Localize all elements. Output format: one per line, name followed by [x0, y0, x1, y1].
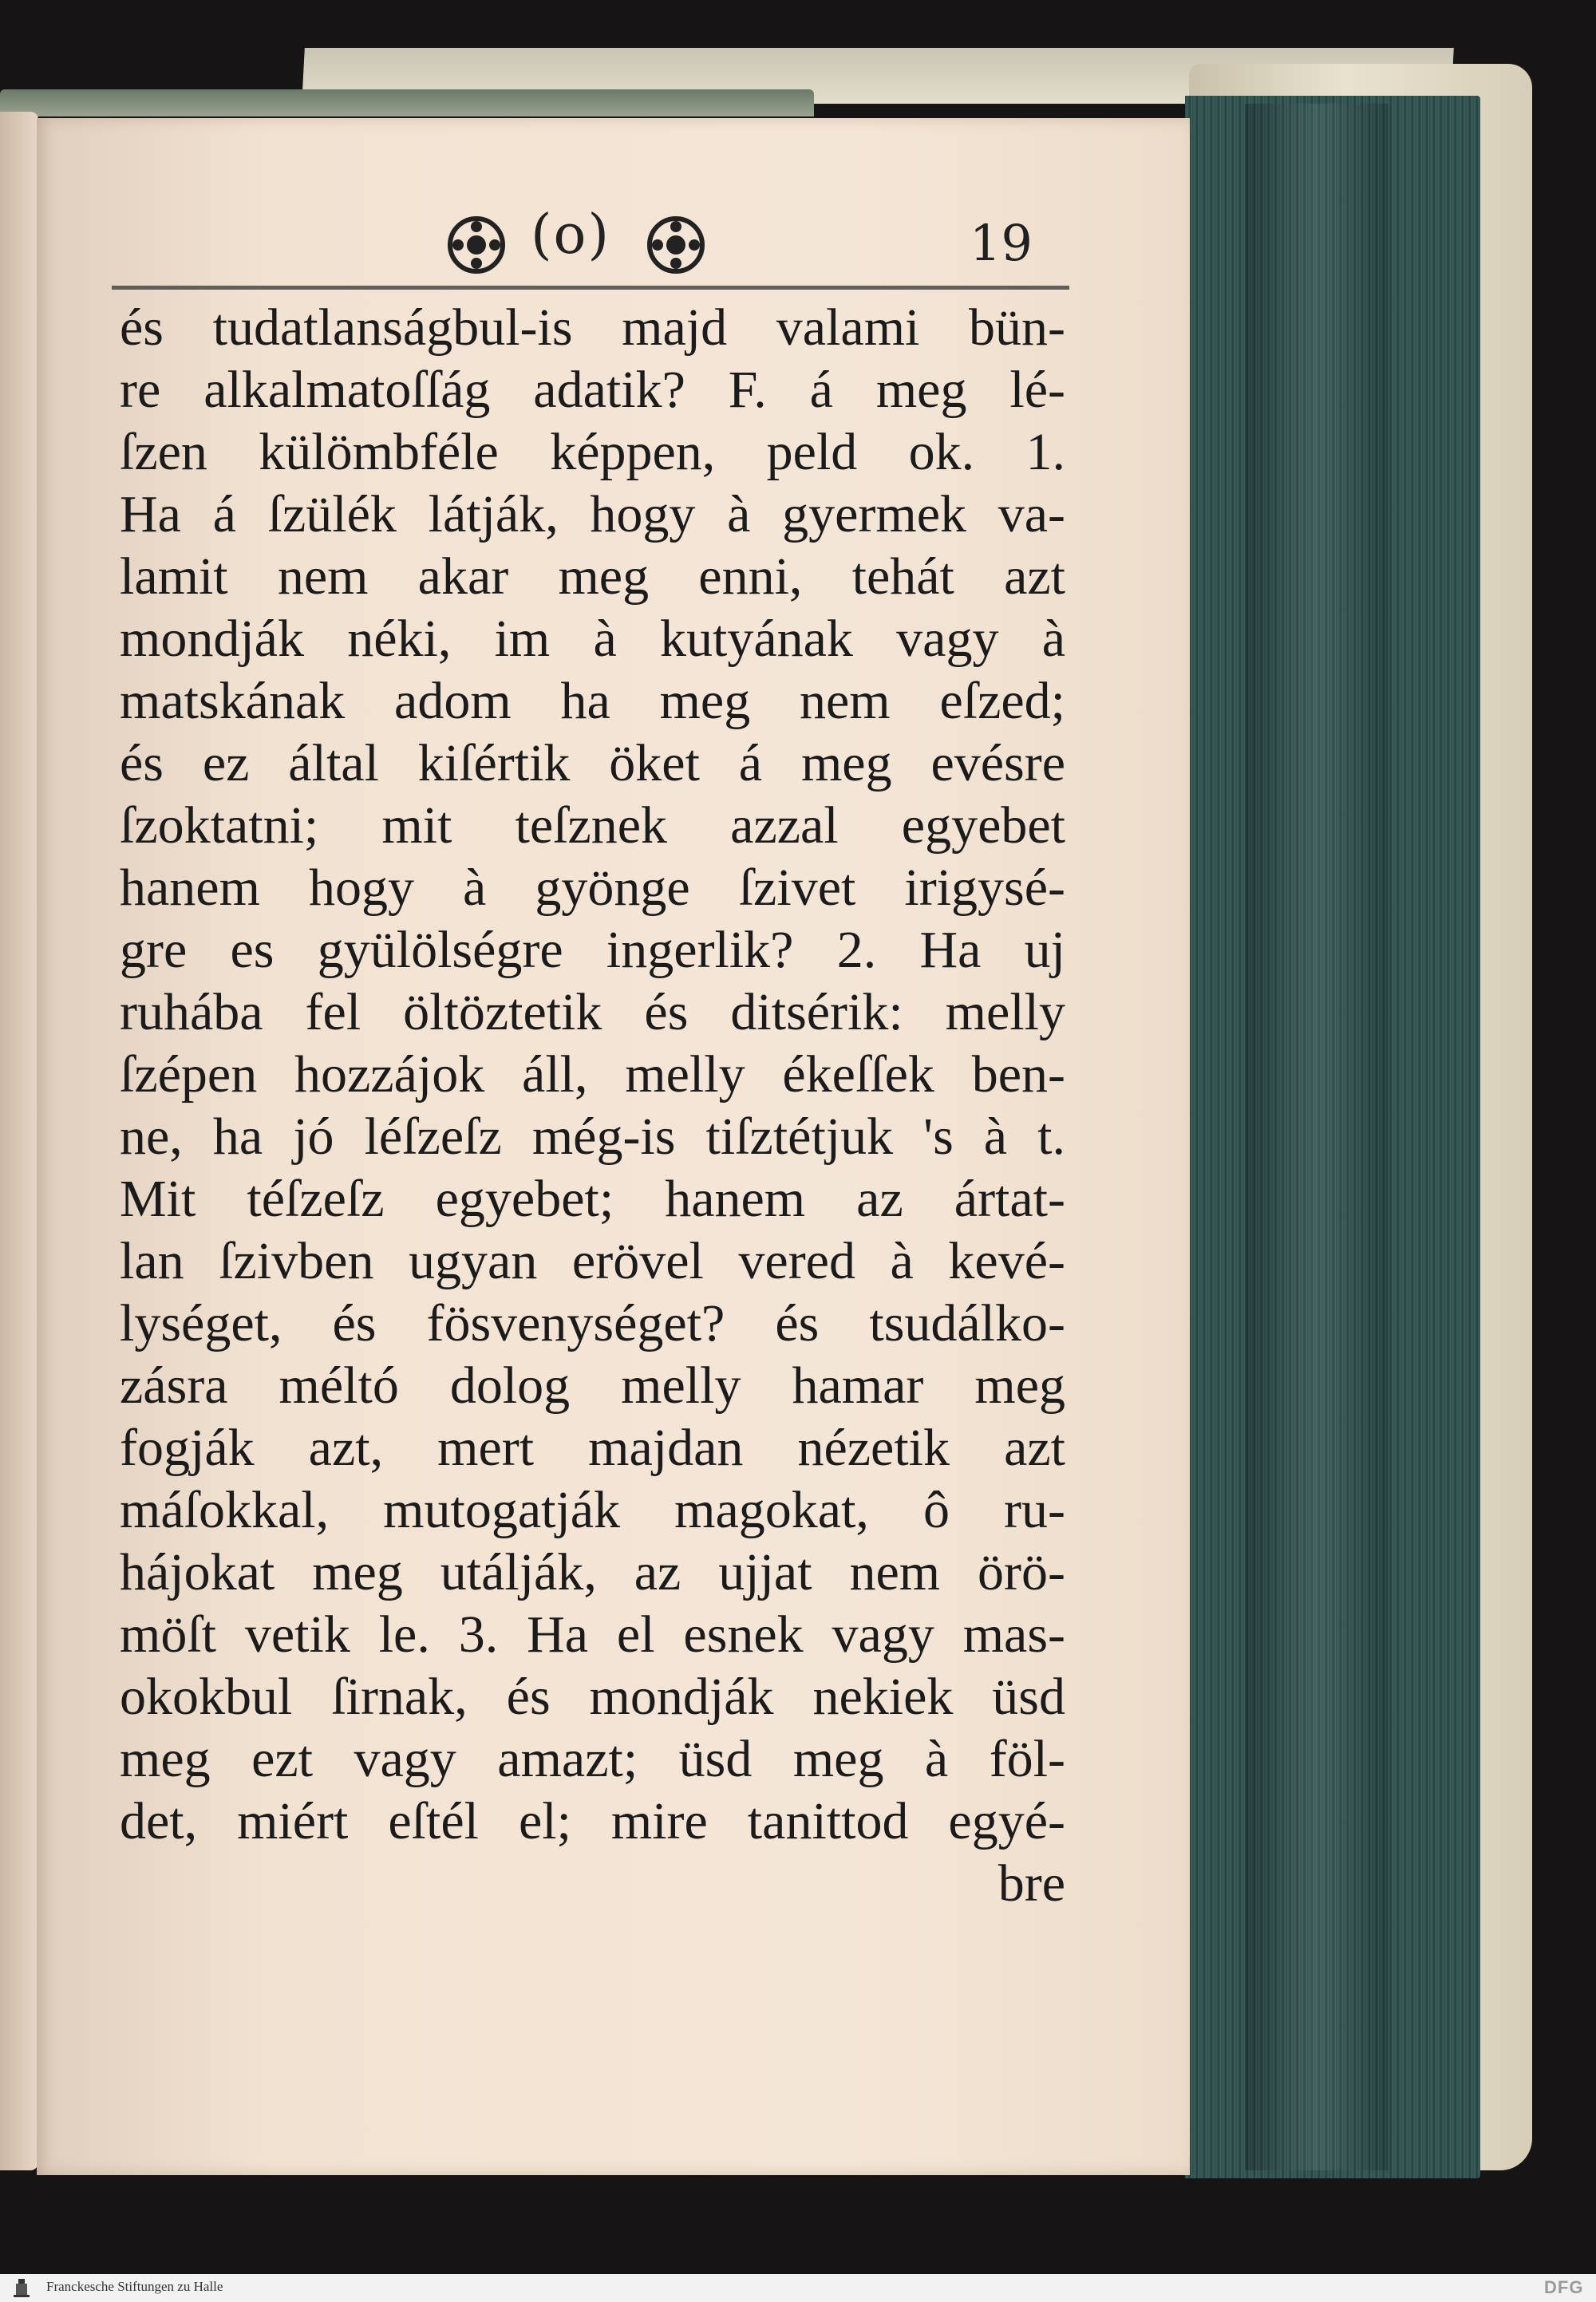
header-ornament-text: (o) — [531, 203, 610, 267]
text-line: hanem hogy à gyönge ſzivet irigysé- — [120, 859, 1065, 917]
text-line: fogják azt, mert majdan nézetik azt — [120, 1419, 1065, 1477]
text-line: zásra méltó dolog melly hamar meg — [120, 1356, 1065, 1415]
text-line: lységet, és fösvenységet? és tsudálko- — [120, 1294, 1065, 1352]
text-line: ſzoktatni; mit teſznek azzal egyebet — [120, 796, 1065, 855]
text-line: mondják néki, im à kutyának vagy à — [120, 610, 1065, 668]
text-line: lamit nem akar meg enni, tehát azt — [120, 547, 1065, 606]
dfg-logo: DFG — [1544, 2277, 1584, 2297]
text-line: re alkalmatoſſág adatik? F. á meg lé- — [120, 361, 1065, 419]
institution-name: Franckesche Stiftungen zu Halle — [46, 2279, 223, 2294]
text-line: det, miért eſtél el; mire tanittod egyé- — [120, 1792, 1065, 1850]
catchword: bre — [998, 1854, 1065, 1913]
text-line: és ez által kiſértik öket á meg evésre — [120, 734, 1065, 792]
text-line: hájokat meg utálják, az ujjat nem örö- — [120, 1543, 1065, 1601]
text-line: máſokkal, mutogatják magokat, ô ru- — [120, 1481, 1065, 1539]
viewer-footer — [0, 2274, 1596, 2302]
text-line: meg ezt vagy amazt; üsd meg à föl- — [120, 1730, 1065, 1788]
text-line: Mit téſzeſz egyebet; hanem az ártat- — [120, 1170, 1065, 1228]
text-line: ruhába fel öltöztetik és ditsérik: melly — [120, 983, 1065, 1041]
rosette-ornament-icon — [447, 215, 506, 274]
text-line: okokbul ſirnak, és mondják nekiek üsd — [120, 1668, 1065, 1726]
institution-logo-icon — [11, 2277, 32, 2298]
rosette-ornament-icon — [646, 215, 705, 274]
text-line: ſzen külömbféle képpen, peld ok. 1. — [120, 423, 1065, 481]
left-page-sliver — [0, 112, 38, 2170]
text-line: Ha á ſzülék látják, hogy à gyermek va- — [120, 485, 1065, 543]
page-edges-shading — [1245, 104, 1389, 2170]
text-line: ſzépen hozzájok áll, melly ékeſſek ben- — [120, 1045, 1065, 1104]
header-rule — [112, 286, 1069, 290]
top-cover-edge — [0, 89, 814, 116]
text-line: és tudatlanságbul-is majd valami bün- — [120, 298, 1065, 357]
text-line: lan ſzivben ugyan erövel vered à kevé- — [120, 1232, 1065, 1290]
text-line: matskának adom ha meg nem eſzed; — [120, 672, 1065, 730]
page-header — [447, 203, 1053, 291]
page-text — [120, 297, 1065, 1915]
text-line: ne, ha jó léſzeſz még-is tiſztétjuk 's à t. — [120, 1108, 1065, 1166]
text-line: gre es gyülölségre ingerlik? 2. Ha uj — [120, 921, 1065, 979]
text-line: möſt vetik le. 3. Ha el esnek vagy mas- — [120, 1605, 1065, 1664]
page-number: 19 — [970, 214, 1033, 272]
